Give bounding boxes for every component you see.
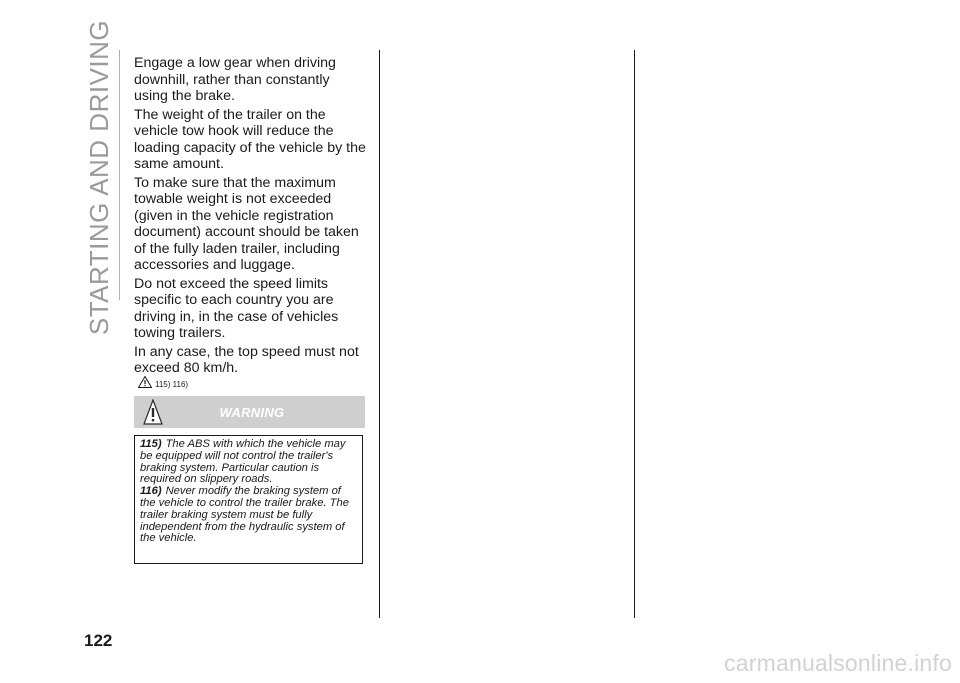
reference-numbers: 115) 116) <box>155 379 189 389</box>
warning-triangle-icon <box>143 399 163 425</box>
warning-item <box>140 439 357 486</box>
section-divider <box>119 50 120 300</box>
paragraph: The weight of the trailer on the vehicle tow hook will reduce the loading capacity of the vehicle by the same amount. <box>134 106 366 172</box>
section-title <box>83 19 117 335</box>
warning-header <box>134 396 365 428</box>
section-title-text: STARTING AND DRIVING <box>84 19 115 335</box>
warning-item-text: Never modify the braking system of the vehicle to control the trailer brake. The trailer braking system must be fully independent from the hydraulic system of the vehicle. <box>140 485 349 545</box>
warning-triangle-icon <box>138 376 152 388</box>
warning-item <box>140 486 357 545</box>
paragraph: Do not exceed the speed limits specific to each country you are driving in, in the case of vehicles towing trailers. <box>134 275 339 341</box>
paragraph: To make sure that the maximum towable weight is not exceeded (given in the vehicle registration document) account should be taken of the fully laden trailer, including accessories and luggage. <box>134 174 359 273</box>
warning-title: WARNING <box>219 404 285 420</box>
warning-reference <box>138 380 366 390</box>
body-text <box>134 55 366 390</box>
paragraph: In any case, the top speed must not exceed 80 km/h. <box>134 343 359 376</box>
column-divider-2 <box>634 50 635 618</box>
column-divider-1 <box>379 50 380 618</box>
paragraph: Engage a low gear when driving downhill, rather than constantly using the brake. <box>134 55 336 104</box>
warning-item-text: The ABS with which the vehicle may be equipped will not control the trailer's braking system. Particular caution is required on slippery roads. <box>140 438 346 486</box>
watermark: carmanualsonline.info <box>724 650 952 676</box>
warning-item-number: 116) <box>140 485 162 498</box>
page-number: 122 <box>84 631 113 650</box>
warning-box <box>134 435 363 564</box>
warning-item-number: 115) <box>140 438 162 450</box>
